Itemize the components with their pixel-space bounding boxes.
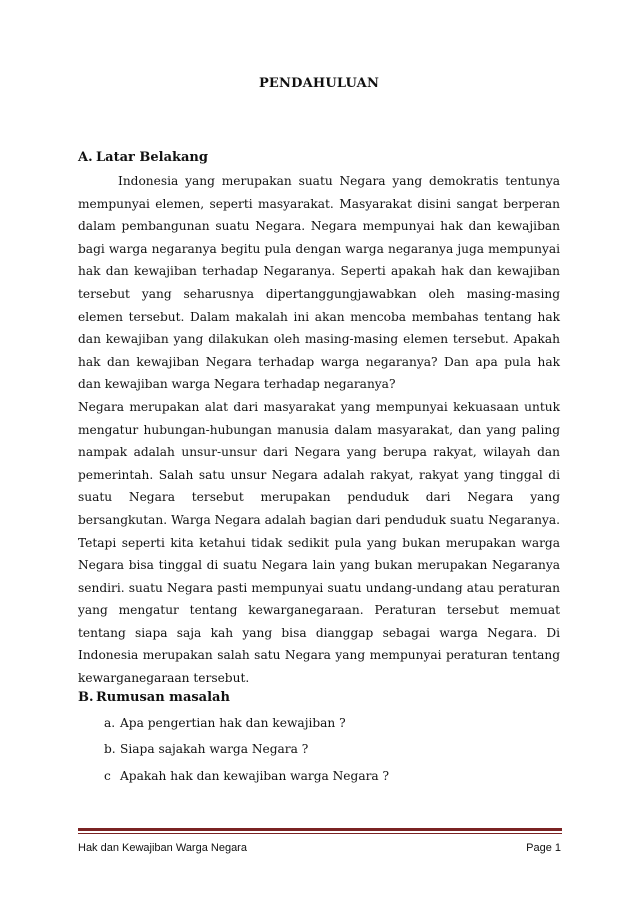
section-a-letter: A. (78, 150, 93, 165)
section-b-title: Rumusan masalah (96, 690, 230, 705)
problem-list (104, 710, 389, 789)
paragraph-2: Negara merupakan alat dari masyarakat yang mempunyai kekuasaan untuk mengatur hubungan-hubungan manusia dalam masyarakat, dan yang paling nampak adalah unsur-unsur dari Negara yang berupa rakyat, wilayah dan pemerintah. Salah satu unsur Negara adalah rakyat, rakyat yang tinggal di suatu Negara tersebut merupakan penduduk dari Negara yang bersangkutan. Warga Negara adalah bagian dari penduduk suatu Negaranya. Tetapi seperti kita ketahui tidak sedikit pula yang bukan merupakan warga Negara bisa tinggal di suatu Negara lain yang bukan merupakan Negaranya sendiri. suatu Negara pasti mempunyai suatu undang-undang atau peraturan yang mengatur tentang kewarganegaraan. Peraturan tersebut memuat tentang siapa saja kah yang bisa dianggap sebagai warga Negara. Di Indonesia merupakan salah satu Negara yang mempunyai peraturan tentang kewarganegaraan tersebut. (78, 399, 560, 686)
list-item (104, 710, 389, 736)
footer-page-number: Page 1 (526, 842, 561, 854)
footer-document-title: Hak dan Kewajiban Warga Negara (78, 842, 247, 854)
section-a-title: Latar Belakang (96, 150, 208, 165)
list-marker: a. (104, 716, 116, 730)
footer-rule-thin (78, 833, 562, 834)
list-marker: c (104, 768, 111, 783)
section-a-heading (78, 150, 208, 165)
list-marker: b. (104, 742, 116, 757)
section-b-heading (78, 690, 230, 705)
list-item-text: Apa pengertian hak dan kewajiban ? (120, 716, 346, 730)
footer-rule-thick (78, 828, 562, 831)
paragraph-1: Indonesia yang merupakan suatu Negara yang demokratis tentunya mempunyai elemen, seperti masyarakat. Masyarakat disini sangat berperan dalam pembangunan suatu Negara. Negara mempunyai hak dan kewajiban bagi warga negaranya begitu pula dengan warga negaranya juga mempunyai hak dan kewajiban terhadap Negaranya. Seperti apakah hak dan kewajiban tersebut yang seharusnya dipertanggungjawabkan oleh masing-masing elemen tersebut. Dalam makalah ini akan mencoba membahas tentang hak dan kewajiban yang dilakukan oleh masing-masing elemen tersebut. Apakah hak dan kewajiban Negara terhadap warga negaranya? Dan apa pula hak dan kewajiban warga Negara terhadap negaranya? (78, 174, 560, 392)
list-item (104, 736, 389, 762)
list-item-text: Siapa sajakah warga Negara ? (120, 742, 309, 757)
section-b-letter: B. (78, 690, 94, 705)
list-item-text: Apakah hak dan kewajiban warga Negara ? (120, 768, 390, 783)
page-title: PENDAHULUAN (258, 76, 380, 91)
list-item (104, 763, 389, 789)
section-a-body (78, 170, 560, 690)
